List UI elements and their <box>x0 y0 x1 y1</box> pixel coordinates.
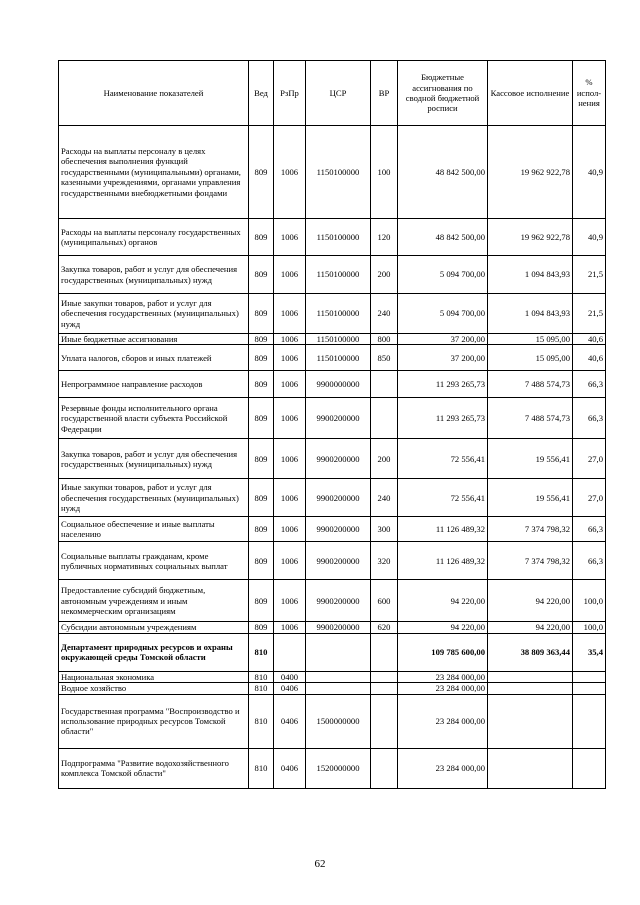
row-name: Иные закупки товаров, работ и услуг для обеспечения государственных (муниципальных) нужд <box>59 479 249 517</box>
row-csr: 9900200000 <box>306 542 371 580</box>
row-ved: 809 <box>249 542 274 580</box>
row-csr: 9900200000 <box>306 398 371 439</box>
table-row <box>59 683 606 694</box>
table-row <box>59 748 606 788</box>
row-cash: 19 962 922,78 <box>488 219 573 256</box>
row-ved: 809 <box>249 622 274 633</box>
table-row <box>59 580 606 622</box>
row-pct: 21,5 <box>573 256 606 294</box>
row-pct: 66,3 <box>573 517 606 542</box>
row-cash <box>488 683 573 694</box>
row-budget: 23 284 000,00 <box>398 683 488 694</box>
row-rzpr: 1006 <box>274 334 306 345</box>
row-ved: 809 <box>249 219 274 256</box>
row-cash <box>488 748 573 788</box>
header-ved: Вед <box>249 61 274 126</box>
row-budget: 11 293 265,73 <box>398 398 488 439</box>
row-csr <box>306 683 371 694</box>
row-name: Национальная экономика <box>59 671 249 682</box>
row-vr <box>371 633 398 671</box>
row-pct: 27,0 <box>573 439 606 479</box>
row-ved: 810 <box>249 748 274 788</box>
header-vr: ВР <box>371 61 398 126</box>
row-csr: 9900200000 <box>306 517 371 542</box>
row-vr <box>371 371 398 398</box>
budget-table-container <box>58 60 605 789</box>
row-vr: 200 <box>371 256 398 294</box>
row-rzpr: 1006 <box>274 398 306 439</box>
row-csr: 1150100000 <box>306 126 371 219</box>
row-vr: 600 <box>371 580 398 622</box>
row-rzpr: 1006 <box>274 479 306 517</box>
row-ved: 809 <box>249 294 274 334</box>
row-rzpr: 1006 <box>274 126 306 219</box>
row-csr: 1520000000 <box>306 748 371 788</box>
row-ved: 809 <box>249 371 274 398</box>
row-csr: 9900000000 <box>306 371 371 398</box>
row-name: Социальные выплаты гражданам, кроме публичных нормативных социальных выплат <box>59 542 249 580</box>
row-csr: 1150100000 <box>306 256 371 294</box>
table-row <box>59 439 606 479</box>
row-pct: 27,0 <box>573 479 606 517</box>
row-ved: 809 <box>249 517 274 542</box>
row-budget: 37 200,00 <box>398 334 488 345</box>
table-row <box>59 517 606 542</box>
row-name: Предоставление субсидий бюджетным, автономным учреждениям и иным некоммерческим организациям <box>59 580 249 622</box>
row-budget: 5 094 700,00 <box>398 294 488 334</box>
row-cash: 7 488 574,73 <box>488 371 573 398</box>
row-cash: 7 488 574,73 <box>488 398 573 439</box>
row-ved: 809 <box>249 439 274 479</box>
row-rzpr: 1006 <box>274 580 306 622</box>
row-vr <box>371 671 398 682</box>
row-pct: 66,3 <box>573 542 606 580</box>
row-ved: 810 <box>249 694 274 748</box>
row-budget: 48 842 500,00 <box>398 219 488 256</box>
table-row <box>59 256 606 294</box>
row-csr: 9900200000 <box>306 439 371 479</box>
row-budget: 5 094 700,00 <box>398 256 488 294</box>
row-pct <box>573 694 606 748</box>
row-cash: 15 095,00 <box>488 345 573 371</box>
row-pct <box>573 683 606 694</box>
table-row <box>59 694 606 748</box>
row-pct <box>573 671 606 682</box>
row-csr: 1150100000 <box>306 294 371 334</box>
row-rzpr: 0406 <box>274 748 306 788</box>
row-cash: 15 095,00 <box>488 334 573 345</box>
row-name: Иные закупки товаров, работ и услуг для обеспечения государственных (муниципальных) нужд <box>59 294 249 334</box>
header-cash: Кассовое исполнение <box>488 61 573 126</box>
row-rzpr: 1006 <box>274 622 306 633</box>
row-csr: 9900200000 <box>306 479 371 517</box>
table-row <box>59 219 606 256</box>
table-row <box>59 398 606 439</box>
row-vr <box>371 683 398 694</box>
row-csr: 9900200000 <box>306 580 371 622</box>
row-name: Резервные фонды исполнительного органа государственной власти субъекта Российской Федерации <box>59 398 249 439</box>
row-ved: 809 <box>249 334 274 345</box>
row-vr: 320 <box>371 542 398 580</box>
row-csr: 1500000000 <box>306 694 371 748</box>
row-pct: 40,6 <box>573 345 606 371</box>
row-ved: 809 <box>249 345 274 371</box>
row-vr: 100 <box>371 126 398 219</box>
row-rzpr: 1006 <box>274 542 306 580</box>
header-csr: ЦСР <box>306 61 371 126</box>
row-budget: 37 200,00 <box>398 345 488 371</box>
row-csr <box>306 633 371 671</box>
row-budget: 48 842 500,00 <box>398 126 488 219</box>
row-cash <box>488 694 573 748</box>
row-pct: 21,5 <box>573 294 606 334</box>
row-rzpr: 1006 <box>274 517 306 542</box>
row-ved: 809 <box>249 398 274 439</box>
row-name: Субсидии автономным учреждениям <box>59 622 249 633</box>
row-budget: 23 284 000,00 <box>398 748 488 788</box>
row-rzpr: 0406 <box>274 694 306 748</box>
row-csr: 9900200000 <box>306 622 371 633</box>
row-pct: 40,9 <box>573 126 606 219</box>
row-ved: 810 <box>249 683 274 694</box>
row-vr: 800 <box>371 334 398 345</box>
row-ved: 809 <box>249 479 274 517</box>
row-cash <box>488 671 573 682</box>
row-name: Подпрограмма "Развитие водохозяйственного комплекса Томской области" <box>59 748 249 788</box>
row-pct: 66,3 <box>573 398 606 439</box>
row-cash: 1 094 843,93 <box>488 256 573 294</box>
row-pct <box>573 748 606 788</box>
row-rzpr: 1006 <box>274 371 306 398</box>
row-budget: 94 220,00 <box>398 580 488 622</box>
row-budget: 94 220,00 <box>398 622 488 633</box>
row-vr <box>371 694 398 748</box>
row-vr: 850 <box>371 345 398 371</box>
row-vr: 300 <box>371 517 398 542</box>
row-cash: 1 094 843,93 <box>488 294 573 334</box>
row-rzpr: 1006 <box>274 256 306 294</box>
row-budget: 109 785 600,00 <box>398 633 488 671</box>
row-rzpr: 1006 <box>274 294 306 334</box>
row-ved: 809 <box>249 256 274 294</box>
row-cash: 7 374 798,32 <box>488 517 573 542</box>
header-rzpr: РзПр <box>274 61 306 126</box>
row-vr: 620 <box>371 622 398 633</box>
row-vr: 200 <box>371 439 398 479</box>
row-rzpr: 1006 <box>274 219 306 256</box>
row-name: Расходы на выплаты персоналу в целях обеспечения выполнения функций государственными (муниципальными) органами, казенными учреждениями, органами управления государственными внебюджетными фондами <box>59 126 249 219</box>
row-name: Расходы на выплаты персоналу государственных (муниципальных) органов <box>59 219 249 256</box>
row-cash: 7 374 798,32 <box>488 542 573 580</box>
row-budget: 11 126 489,32 <box>398 517 488 542</box>
row-cash: 38 809 363,44 <box>488 633 573 671</box>
header-budget: Бюджетные ассигнования по сводной бюджетной росписи <box>398 61 488 126</box>
row-ved: 810 <box>249 671 274 682</box>
row-budget: 72 556,41 <box>398 439 488 479</box>
row-budget: 72 556,41 <box>398 479 488 517</box>
row-budget: 23 284 000,00 <box>398 694 488 748</box>
row-pct: 40,9 <box>573 219 606 256</box>
row-ved: 809 <box>249 580 274 622</box>
row-cash: 19 962 922,78 <box>488 126 573 219</box>
row-pct: 100,0 <box>573 580 606 622</box>
row-csr: 1150100000 <box>306 345 371 371</box>
row-rzpr <box>274 633 306 671</box>
row-name: Социальное обеспечение и иные выплаты населению <box>59 517 249 542</box>
table-row <box>59 479 606 517</box>
header-pct: % испол-нения <box>573 61 606 126</box>
table-body <box>59 126 606 789</box>
table-row <box>59 345 606 371</box>
row-name: Непрограммное направление расходов <box>59 371 249 398</box>
row-vr: 120 <box>371 219 398 256</box>
row-pct: 35,4 <box>573 633 606 671</box>
row-ved: 810 <box>249 633 274 671</box>
row-budget: 11 293 265,73 <box>398 371 488 398</box>
table-row <box>59 371 606 398</box>
table-row <box>59 633 606 671</box>
row-name: Государственная программа "Воспроизводство и использование природных ресурсов Томской области" <box>59 694 249 748</box>
row-vr: 240 <box>371 479 398 517</box>
row-rzpr: 1006 <box>274 345 306 371</box>
row-cash: 94 220,00 <box>488 580 573 622</box>
row-rzpr: 0406 <box>274 683 306 694</box>
row-name: Закупка товаров, работ и услуг для обеспечения государственных (муниципальных) нужд <box>59 256 249 294</box>
table-row <box>59 542 606 580</box>
table-row <box>59 334 606 345</box>
table-row <box>59 294 606 334</box>
row-vr: 240 <box>371 294 398 334</box>
table-header-row <box>59 61 606 126</box>
row-budget: 23 284 000,00 <box>398 671 488 682</box>
row-budget: 11 126 489,32 <box>398 542 488 580</box>
row-name: Уплата налогов, сборов и иных платежей <box>59 345 249 371</box>
row-cash: 94 220,00 <box>488 622 573 633</box>
table-row <box>59 126 606 219</box>
budget-execution-table <box>58 60 606 789</box>
row-csr: 1150100000 <box>306 334 371 345</box>
row-vr <box>371 748 398 788</box>
row-name: Водное хозяйство <box>59 683 249 694</box>
row-ved: 809 <box>249 126 274 219</box>
table-row <box>59 671 606 682</box>
row-pct: 100,0 <box>573 622 606 633</box>
header-name: Наименование показателей <box>59 61 249 126</box>
table-row <box>59 622 606 633</box>
row-csr <box>306 671 371 682</box>
row-rzpr: 0400 <box>274 671 306 682</box>
row-csr: 1150100000 <box>306 219 371 256</box>
row-cash: 19 556,41 <box>488 479 573 517</box>
page-number: 62 <box>314 858 326 870</box>
row-name: Департамент природных ресурсов и охраны окружающей среды Томской области <box>59 633 249 671</box>
row-name: Иные бюджетные ассигнования <box>59 334 249 345</box>
row-pct: 40,6 <box>573 334 606 345</box>
row-rzpr: 1006 <box>274 439 306 479</box>
row-pct: 66,3 <box>573 371 606 398</box>
row-cash: 19 556,41 <box>488 439 573 479</box>
row-name: Закупка товаров, работ и услуг для обеспечения государственных (муниципальных) нужд <box>59 439 249 479</box>
row-vr <box>371 398 398 439</box>
